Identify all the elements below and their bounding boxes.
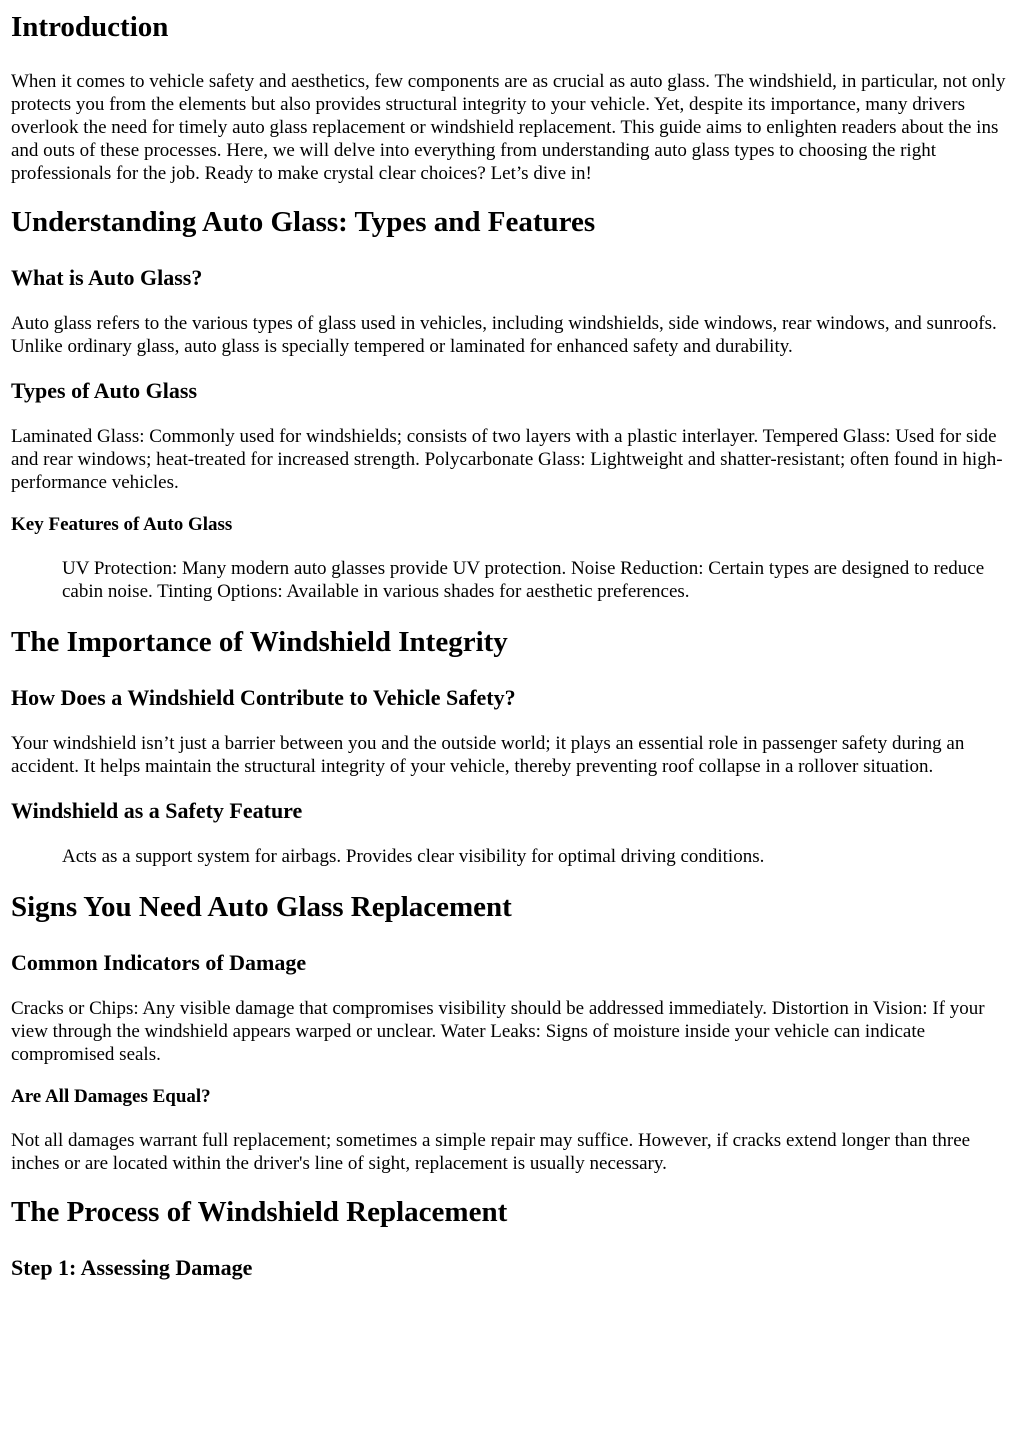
blockquote-windshield-safety-feature: Acts as a support system for airbags. Provides clear visibility for optimal driving conditions. [62,846,765,867]
article [0,10,1024,1281]
heading-common-indicators: Common Indicators of Damage [11,950,307,975]
heading-windshield-safety-contribution: How Does a Windshield Contribute to Vehicle Safety? [11,685,516,710]
heading-damages-equal: Are All Damages Equal? [11,1086,211,1107]
paragraph-common-indicators: Cracks or Chips: Any visible damage that compromises visibility should be addressed immediately. Distortion in Vision: If your view through the windshield appears warped or unclear. Water Leaks: Signs of moisture inside your vehicle can indicate compromised seals. [11,998,985,1065]
heading-windshield-integrity: The Importance of Windshield Integrity [11,626,508,658]
blockquote-key-features: UV Protection: Many modern auto glasses provide UV protection. Noise Reduction: Certain types are designed to reduce cabin noise. Tinting Options: Available in various shades for aesthetic preferences. [62,558,985,602]
heading-windshield-safety-feature: Windshield as a Safety Feature [11,798,303,823]
heading-introduction: Introduction [11,11,169,43]
heading-understanding-auto-glass: Understanding Auto Glass: Types and Features [11,206,596,238]
paragraph-windshield-safety-contribution: Your windshield isn’t just a barrier between you and the outside world; it plays an essential role in passenger safety during an accident. It helps maintain the structural integrity of your vehicle, thereby preventing roof collapse in a rollover situation. [11,733,965,777]
heading-step-1: Step 1: Assessing Damage [11,1255,253,1280]
heading-signs-replacement: Signs You Need Auto Glass Replacement [11,891,512,923]
paragraph-what-is-auto-glass: Auto glass refers to the various types of glass used in vehicles, including windshields, side windows, rear windows, and sunroofs. Unlike ordinary glass, auto glass is specially tempered or laminated for enhanced safety and durability. [11,313,997,357]
heading-replacement-process: The Process of Windshield Replacement [11,1196,508,1228]
heading-types-of-auto-glass: Types of Auto Glass [11,378,198,403]
paragraph-types-of-auto-glass: Laminated Glass: Commonly used for windshields; consists of two layers with a plastic interlayer. Tempered Glass: Used for side and rear windows; heat-treated for increased strength. Polycarbonate Glass: Lightweight and shatter-resistant; often found in high-performance vehicles. [11,426,1003,493]
heading-what-is-auto-glass: What is Auto Glass? [11,265,203,290]
paragraph-damages-equal: Not all damages warrant full replacement; sometimes a simple repair may suffice. However, if cracks extend longer than three inches or are located within the driver's line of sight, replacement is usually necessary. [11,1130,971,1174]
paragraph-introduction: When it comes to vehicle safety and aesthetics, few components are as crucial as auto glass. The windshield, in particular, not only protects you from the elements but also provides structural integrity to your vehicle. Yet, despite its importance, many drivers overlook the need for timely auto glass replacement or windshield replacement. This guide aims to enlighten readers about the ins and outs of these processes. Here, we will delve into everything from understanding auto glass types to choosing the right professionals for the job. Ready to make crystal clear choices? Let’s dive in! [11,71,1006,184]
heading-key-features: Key Features of Auto Glass [11,514,233,535]
